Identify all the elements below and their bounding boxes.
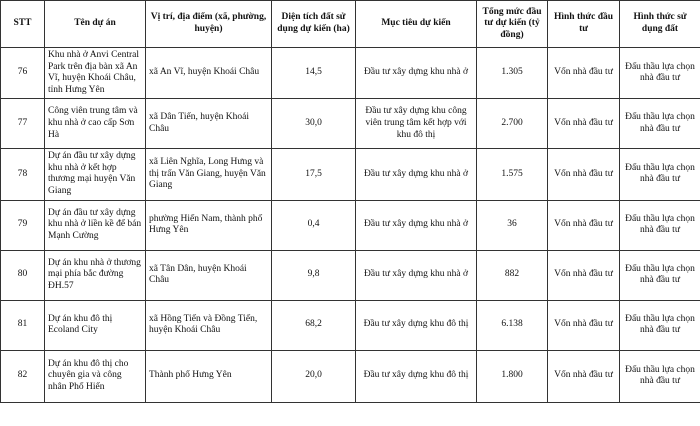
cell-investment: 2.700 xyxy=(477,99,548,149)
cell-land-form: Đấu thầu lựa chọn nhà đầu tư xyxy=(620,200,700,250)
cell-name: Công viên trung tâm và khu nhà ở cao cấp Sơn Hà xyxy=(45,99,146,149)
table-header-row xyxy=(1,1,700,48)
cell-location: xã Dân Tiến, huyện Khoái Châu xyxy=(146,99,272,149)
cell-invest-form: Vốn nhà đầu tư xyxy=(548,250,620,300)
cell-land-form: Đấu thầu lựa chọn nhà đầu tư xyxy=(620,99,700,149)
cell-stt: 78 xyxy=(1,149,45,200)
cell-goal: Đầu tư xây dựng khu nhà ở xyxy=(356,149,477,200)
header-invest-form: Hình thức đầu tư xyxy=(548,1,620,48)
cell-invest-form: Vốn nhà đầu tư xyxy=(548,200,620,250)
cell-land-form: Đấu thầu lựa chọn nhà đầu tư xyxy=(620,350,700,402)
header-goal: Mục tiêu dự kiến xyxy=(356,1,477,48)
cell-goal: Đầu tư xây dựng khu đô thị xyxy=(356,350,477,402)
cell-goal: Đầu tư xây dựng khu nhà ở xyxy=(356,250,477,300)
header-name: Tên dự án xyxy=(45,1,146,48)
cell-name: Dự án đầu tư xây dựng khu nhà ở liền kề để bán Mạnh Cường xyxy=(45,200,146,250)
header-area: Diện tích đất sử dụng dự kiến (ha) xyxy=(272,1,356,48)
cell-investment: 36 xyxy=(477,200,548,250)
cell-land-form: Đấu thầu lựa chọn nhà đầu tư xyxy=(620,250,700,300)
cell-investment: 1.800 xyxy=(477,350,548,402)
cell-location: xã Liên Nghĩa, Long Hưng và thị trấn Văn Giang, huyện Văn Giang xyxy=(146,149,272,200)
table-row xyxy=(1,48,700,99)
cell-location: Thành phố Hưng Yên xyxy=(146,350,272,402)
cell-invest-form: Vốn nhà đầu tư xyxy=(548,300,620,350)
cell-area: 30,0 xyxy=(272,99,356,149)
cell-name: Dự án khu đô thị cho chuyên gia và công nhân Phố Hiến xyxy=(45,350,146,402)
cell-name: Dự án khu đô thị Ecoland City xyxy=(45,300,146,350)
cell-invest-form: Vốn nhà đầu tư xyxy=(548,149,620,200)
cell-investment: 6.138 xyxy=(477,300,548,350)
cell-name: Dự án khu nhà ở thương mại phía bắc đường ĐH.57 xyxy=(45,250,146,300)
cell-stt: 79 xyxy=(1,200,45,250)
cell-location: xã Tân Dân, huyện Khoái Châu xyxy=(146,250,272,300)
cell-investment: 882 xyxy=(477,250,548,300)
header-location: Vị trí, địa điểm (xã, phường, huyện) xyxy=(146,1,272,48)
cell-goal: Đầu tư xây dựng khu nhà ở xyxy=(356,48,477,99)
table-row xyxy=(1,350,700,402)
cell-invest-form: Vốn nhà đầu tư xyxy=(548,350,620,402)
table-row xyxy=(1,99,700,149)
header-land-form: Hình thức sử dụng đất xyxy=(620,1,700,48)
cell-invest-form: Vốn nhà đầu tư xyxy=(548,99,620,149)
cell-land-form: Đấu thầu lựa chọn nhà đầu tư xyxy=(620,48,700,99)
cell-stt: 76 xyxy=(1,48,45,99)
table-row xyxy=(1,300,700,350)
cell-location: phường Hiến Nam, thành phố Hưng Yên xyxy=(146,200,272,250)
header-stt: STT xyxy=(1,1,45,48)
cell-stt: 81 xyxy=(1,300,45,350)
cell-area: 0,4 xyxy=(272,200,356,250)
cell-area: 14,5 xyxy=(272,48,356,99)
cell-area: 20,0 xyxy=(272,350,356,402)
table-row xyxy=(1,200,700,250)
cell-land-form: Đấu thầu lựa chọn nhà đầu tư xyxy=(620,300,700,350)
cell-stt: 82 xyxy=(1,350,45,402)
cell-investment: 1.575 xyxy=(477,149,548,200)
table-row xyxy=(1,250,700,300)
cell-area: 17,5 xyxy=(272,149,356,200)
cell-name: Dự án đầu tư xây dựng khu nhà ở kết hợp thương mại huyện Văn Giang xyxy=(45,149,146,200)
cell-location: xã An Vĩ, huyện Khoái Châu xyxy=(146,48,272,99)
cell-name: Khu nhà ở Anvi Central Park trên địa bàn xã An Vĩ, huyện Khoái Châu, tỉnh Hưng Yên xyxy=(45,48,146,99)
cell-invest-form: Vốn nhà đầu tư xyxy=(548,48,620,99)
cell-location: xã Hồng Tiến và Đồng Tiến, huyện Khoái Châu xyxy=(146,300,272,350)
header-investment: Tổng mức đầu tư dự kiến (tỷ đồng) xyxy=(477,1,548,48)
cell-goal: Đầu tư xây dựng khu công viên trung tâm kết hợp với khu đô thị xyxy=(356,99,477,149)
cell-land-form: Đấu thầu lựa chọn nhà đầu tư xyxy=(620,149,700,200)
cell-stt: 77 xyxy=(1,99,45,149)
cell-stt: 80 xyxy=(1,250,45,300)
cell-area: 68,2 xyxy=(272,300,356,350)
table-row xyxy=(1,149,700,200)
cell-investment: 1.305 xyxy=(477,48,548,99)
cell-area: 9,8 xyxy=(272,250,356,300)
cell-goal: Đầu tư xây dựng khu nhà ở xyxy=(356,200,477,250)
cell-goal: Đầu tư xây dựng khu đô thị xyxy=(356,300,477,350)
